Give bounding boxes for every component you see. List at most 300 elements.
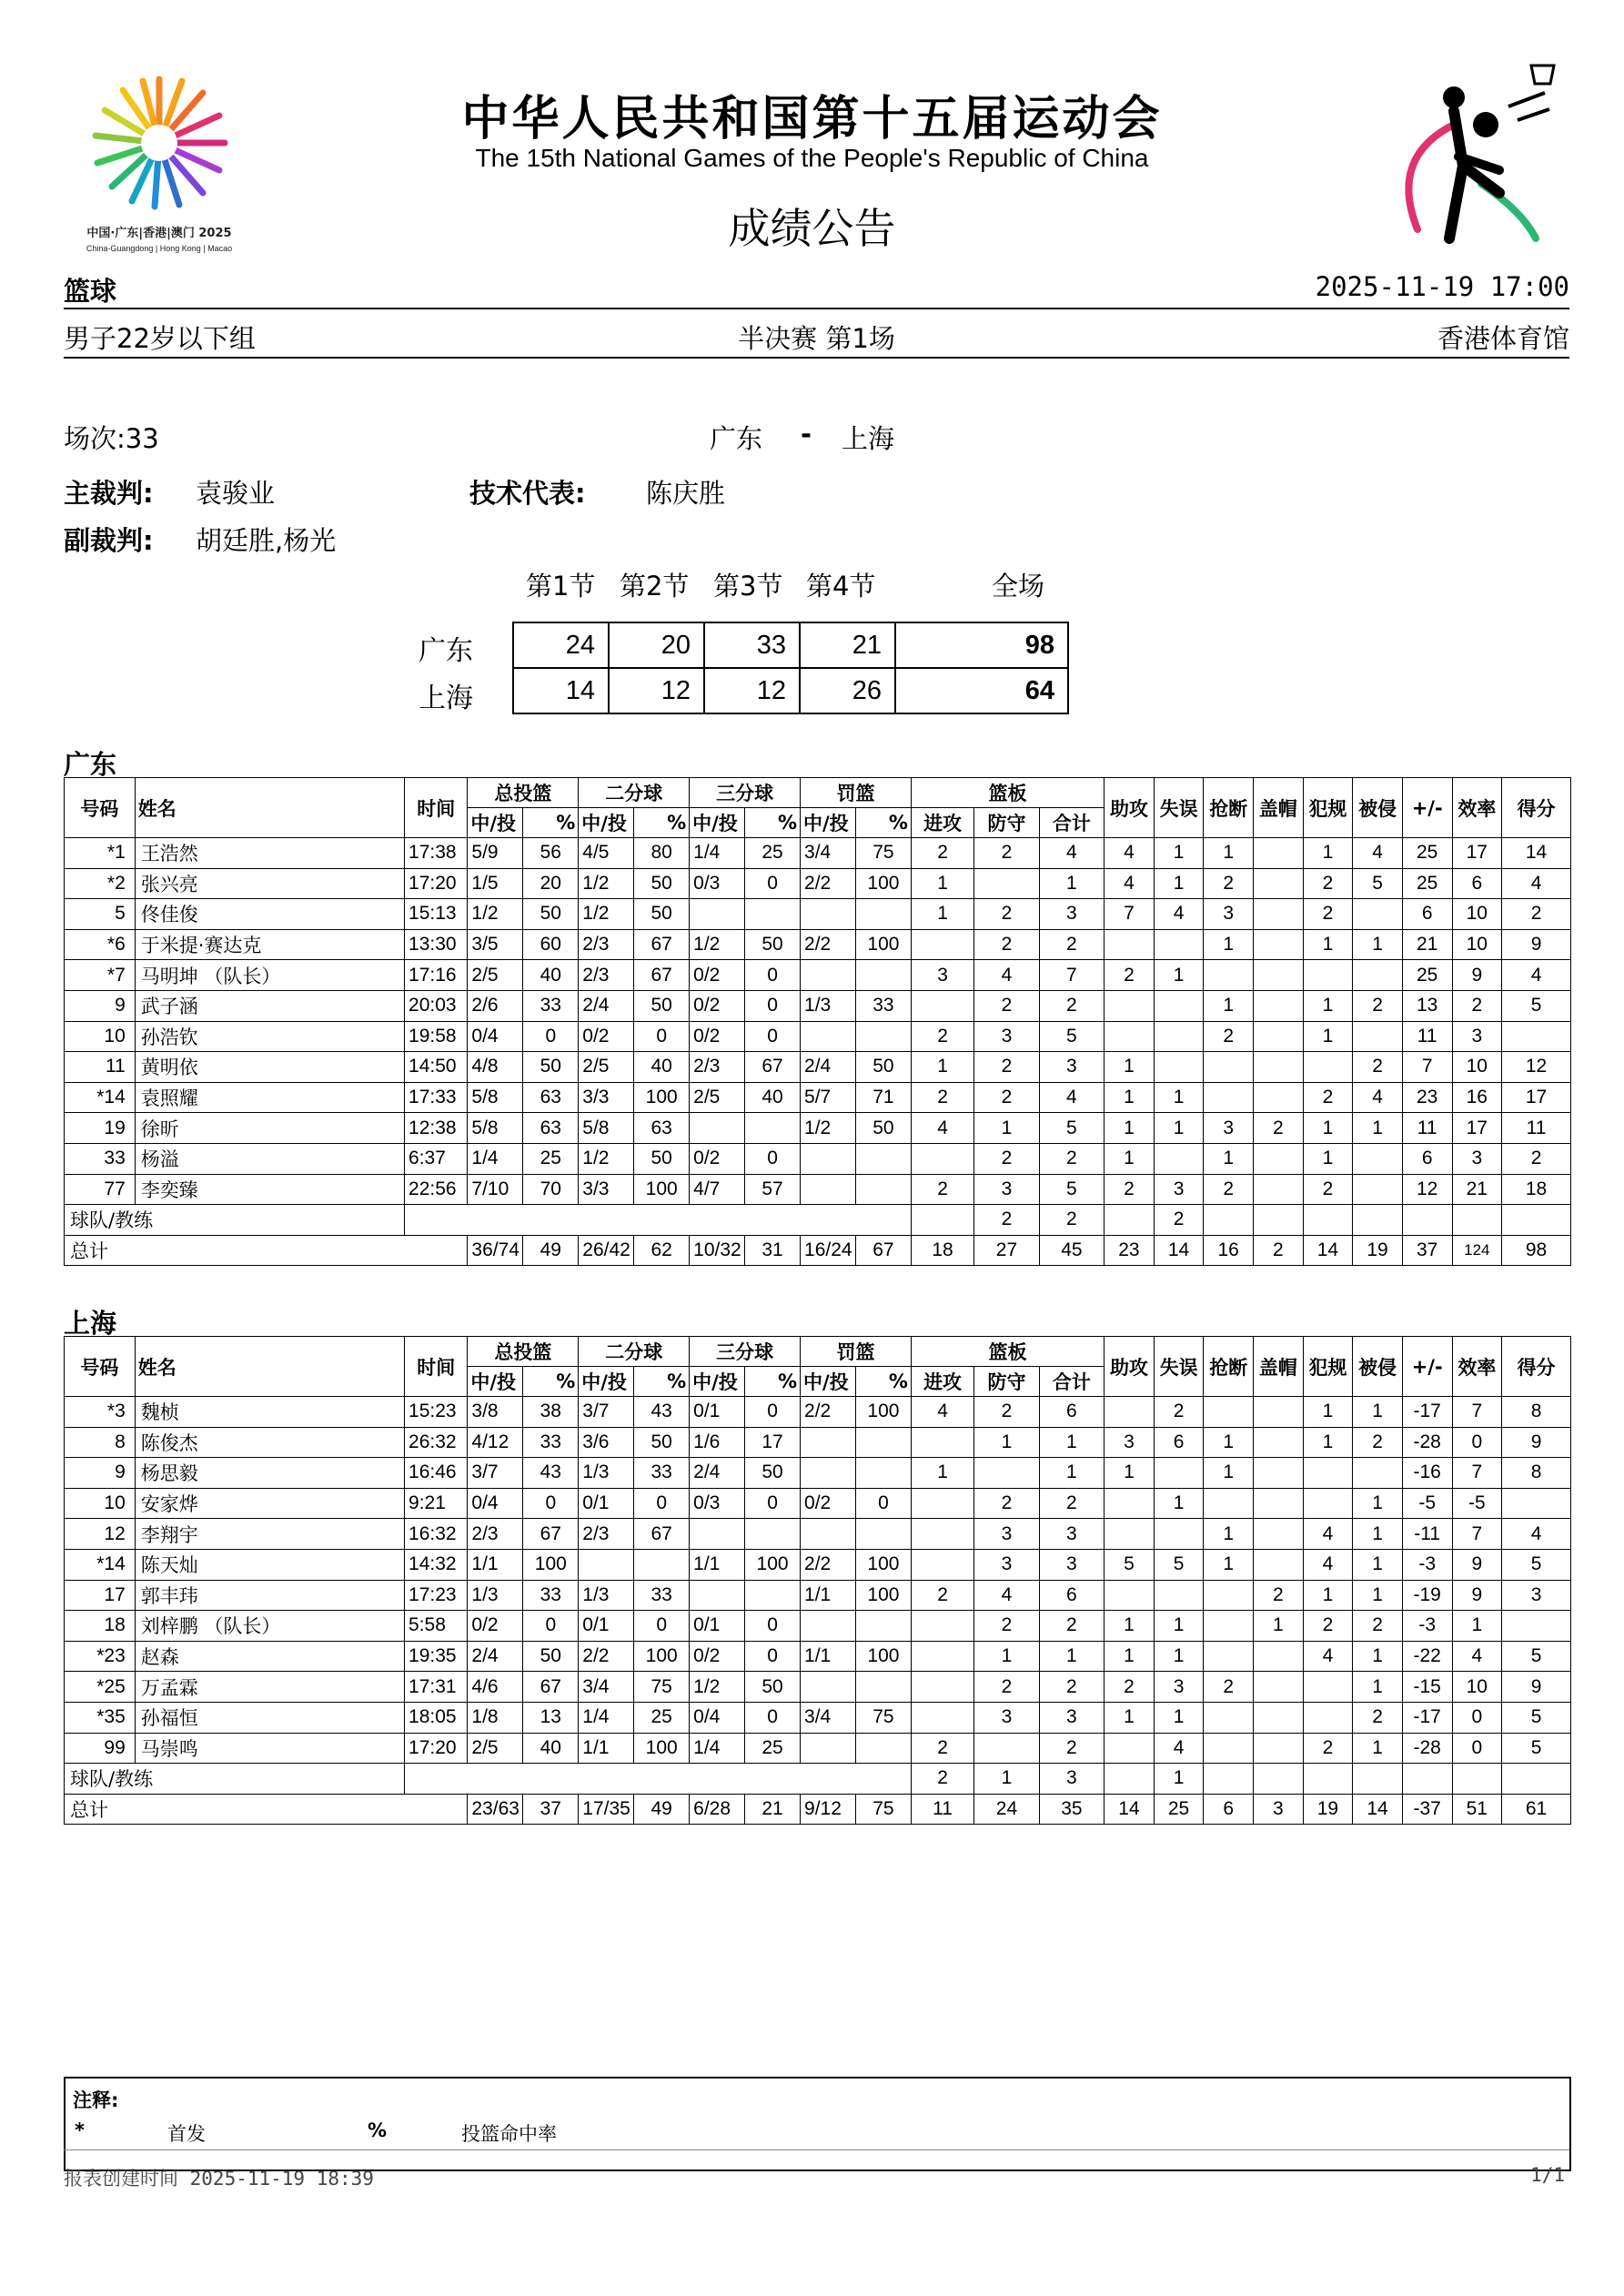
stat-cell: 1 <box>1254 1611 1304 1642</box>
stat-cell: 100 <box>855 1549 911 1580</box>
total-cell: 37 <box>523 1794 579 1825</box>
stat-cell: 100 <box>634 1733 690 1764</box>
chief-referee-label: 主裁判: <box>64 478 154 509</box>
stat-cell: 4 <box>1154 1733 1204 1764</box>
player-number: *3 <box>65 1397 136 1428</box>
pct-symbol: % <box>368 2119 388 2141</box>
stat-cell: 57 <box>745 1174 801 1205</box>
stat-cell: 0/3 <box>690 868 745 899</box>
col-offensive-reb: 进攻 <box>911 1367 973 1397</box>
player-name: 万孟霖 <box>135 1672 404 1703</box>
stat-cell: 50 <box>523 899 579 930</box>
stat-cell: 1 <box>1105 1113 1155 1144</box>
stat-cell: 0/2 <box>579 1021 634 1052</box>
stat-cell: 0 <box>745 1021 801 1052</box>
stat-cell: 0/1 <box>579 1611 634 1642</box>
col-name: 姓名 <box>135 778 404 838</box>
stat-cell: 2 <box>1303 1174 1353 1205</box>
stat-cell <box>1303 1052 1353 1083</box>
stat-cell: 6 <box>1452 868 1502 899</box>
stat-cell: 0/2 <box>468 1611 523 1642</box>
stat-cell: 3 <box>1204 899 1254 930</box>
player-time: 13:30 <box>405 929 468 960</box>
q-total: 64 <box>895 668 1068 713</box>
stat-cell <box>1502 1021 1571 1052</box>
player-name: 马崇鸣 <box>135 1733 404 1764</box>
stat-cell: 4/7 <box>690 1174 745 1205</box>
stat-cell: 75 <box>634 1672 690 1703</box>
stat-cell: 0 <box>1452 1733 1502 1764</box>
stat-cell: 11 <box>1402 1021 1452 1052</box>
stat-cell: 2 <box>911 1174 973 1205</box>
player-number: 77 <box>65 1174 136 1205</box>
col-blk: 盖帽 <box>1254 1337 1304 1397</box>
stat-cell: 1 <box>1105 1641 1155 1672</box>
stat-cell <box>1254 1174 1304 1205</box>
stat-cell <box>1254 1458 1304 1489</box>
stat-cell: 3/3 <box>579 1082 634 1113</box>
stat-cell: 2/4 <box>801 1052 856 1083</box>
total-cell: 19 <box>1353 1235 1403 1266</box>
stat-cell <box>1154 1458 1204 1489</box>
player-number: 10 <box>65 1488 136 1519</box>
col-rebounds: 篮板 <box>911 1337 1104 1367</box>
stat-cell: 67 <box>634 929 690 960</box>
stat-cell: 8 <box>1502 1458 1571 1489</box>
player-row <box>65 1397 1571 1428</box>
games-title-cn: 中华人民共和国第十五届运动会 <box>461 92 1163 147</box>
stat-cell: 7 <box>1402 1052 1452 1083</box>
stat-cell <box>911 1519 973 1550</box>
total-cell: 14 <box>1353 1794 1403 1825</box>
player-number: 17 <box>65 1580 136 1611</box>
stat-cell: -28 <box>1402 1733 1452 1764</box>
stat-cell: 2 <box>911 1021 973 1052</box>
stat-cell <box>745 899 801 930</box>
stat-cell: 2 <box>1303 1611 1353 1642</box>
col-fd: 被侵 <box>1353 778 1403 838</box>
stat-cell: 4/5 <box>579 838 634 869</box>
stat-cell: 1 <box>1303 1427 1353 1458</box>
stat-cell: 1/3 <box>468 1580 523 1611</box>
stat-cell <box>801 1733 856 1764</box>
stat-cell: 40 <box>745 1082 801 1113</box>
stat-cell: 3/8 <box>468 1397 523 1428</box>
stat-cell <box>911 990 973 1021</box>
stat-cell: 2 <box>911 838 973 869</box>
stat-cell: 100 <box>855 1641 911 1672</box>
stat-cell: 2 <box>974 1052 1039 1083</box>
stat-cell: 4/8 <box>468 1052 523 1083</box>
stat-cell <box>801 960 856 991</box>
stat-cell <box>855 1427 911 1458</box>
quarter-header-total: 全场 <box>992 571 1045 602</box>
col-made-attempted: 中/投 <box>801 1367 856 1397</box>
stat-cell: 0 <box>523 1488 579 1519</box>
player-row <box>65 1672 1571 1703</box>
col-percentage: % <box>745 1367 801 1397</box>
col-pf: 犯规 <box>1303 778 1353 838</box>
stat-cell: 2 <box>1039 1672 1104 1703</box>
stat-cell: 1 <box>1204 1458 1254 1489</box>
stat-cell: 25 <box>634 1702 690 1733</box>
stat-cell <box>1353 1143 1403 1174</box>
stat-cell: 1 <box>1303 1580 1353 1611</box>
stat-cell: 3/7 <box>468 1458 523 1489</box>
stat-cell: 5 <box>1039 1113 1104 1144</box>
stat-cell: 2 <box>1353 1702 1403 1733</box>
stat-cell: 1 <box>1353 1733 1403 1764</box>
stat-cell <box>1353 960 1403 991</box>
stat-cell: 0/2 <box>690 960 745 991</box>
stat-cell <box>801 1611 856 1642</box>
blank-cell <box>1402 1764 1452 1795</box>
stat-cell: 1 <box>1039 1458 1104 1489</box>
team-coach-row <box>65 1205 1571 1236</box>
player-row <box>65 1488 1571 1519</box>
stat-cell: 2 <box>974 1397 1039 1428</box>
player-time: 17:38 <box>405 838 468 869</box>
stat-cell: 23 <box>1402 1082 1452 1113</box>
stat-cell: 1 <box>974 1641 1039 1672</box>
stat-cell <box>1254 1397 1304 1428</box>
stat-cell: 50 <box>634 990 690 1021</box>
stat-cell: 2/4 <box>468 1641 523 1672</box>
player-name: 郭丰玮 <box>135 1580 404 1611</box>
col-two-pointers: 二分球 <box>579 1337 690 1367</box>
stat-cell: 17 <box>1452 838 1502 869</box>
player-name: 李翔宇 <box>135 1519 404 1550</box>
stat-cell: 1 <box>1154 1611 1204 1642</box>
total-cell: 11 <box>911 1794 973 1825</box>
total-cell: 98 <box>1502 1235 1571 1266</box>
col-total-reb: 合计 <box>1039 808 1104 838</box>
stat-cell: 1 <box>1105 1082 1155 1113</box>
stat-cell: 1 <box>1154 868 1204 899</box>
col-blk: 盖帽 <box>1254 778 1304 838</box>
col-pm: +/- <box>1402 778 1452 838</box>
total-cell: 24 <box>974 1794 1039 1825</box>
stat-cell: 2 <box>974 899 1039 930</box>
stat-cell: 0 <box>523 1611 579 1642</box>
stat-cell: 5 <box>1039 1021 1104 1052</box>
stat-cell <box>801 1143 856 1174</box>
stat-cell <box>745 1580 801 1611</box>
blank-cell <box>1502 1205 1571 1236</box>
stat-cell: 100 <box>634 1641 690 1672</box>
blank-cell <box>1303 1205 1353 1236</box>
stat-cell: 9 <box>1452 1549 1502 1580</box>
stat-cell: 6 <box>1402 1143 1452 1174</box>
stat-cell: 1 <box>1303 1143 1353 1174</box>
col-free-throws: 罚篮 <box>801 778 912 808</box>
player-name: 赵森 <box>135 1641 404 1672</box>
col-pf: 犯规 <box>1303 1337 1353 1397</box>
stat-cell <box>1303 960 1353 991</box>
stat-cell: 2 <box>1353 1052 1403 1083</box>
stat-cell <box>855 1143 911 1174</box>
stat-cell <box>745 1519 801 1550</box>
stat-cell: 1 <box>1353 1397 1403 1428</box>
stat-cell: 2 <box>1254 1580 1304 1611</box>
q-score: 21 <box>800 622 895 668</box>
col-three-pointers: 三分球 <box>690 1337 801 1367</box>
stat-cell: 1 <box>1154 1702 1204 1733</box>
total-cell: 62 <box>634 1235 690 1266</box>
stat-cell <box>1353 1174 1403 1205</box>
stat-cell <box>1254 1702 1304 1733</box>
totals-label: 总计 <box>65 1794 468 1825</box>
player-number: *14 <box>65 1549 136 1580</box>
stat-cell <box>1105 1733 1155 1764</box>
chief-referee: 袁骏业 <box>196 478 276 509</box>
stat-cell <box>911 1702 973 1733</box>
stat-cell: 2/2 <box>801 1397 856 1428</box>
stat-cell: 1/2 <box>690 1672 745 1703</box>
stat-cell: 50 <box>855 1113 911 1144</box>
total-cell: 9/12 <box>801 1794 856 1825</box>
player-row <box>65 1702 1571 1733</box>
player-name: 于米提·赛达克 <box>135 929 404 960</box>
stat-cell <box>1303 1702 1353 1733</box>
stat-cell: 1/2 <box>579 899 634 930</box>
team-a-title: 广东 <box>64 749 117 780</box>
stat-cell: 1 <box>1353 929 1403 960</box>
stat-cell: 4 <box>1353 1082 1403 1113</box>
stat-cell <box>801 1672 856 1703</box>
player-time: 17:33 <box>405 1082 468 1113</box>
stat-cell: 100 <box>855 868 911 899</box>
team-to: 2 <box>1154 1205 1204 1236</box>
stat-cell: 2 <box>1353 1611 1403 1642</box>
stat-cell: 1 <box>1105 1702 1155 1733</box>
stat-cell: 1 <box>1105 1052 1155 1083</box>
stat-cell <box>1303 1488 1353 1519</box>
stat-cell: 1 <box>1353 1672 1403 1703</box>
col-made-attempted: 中/投 <box>468 1367 523 1397</box>
quarter-team-b: 上海 <box>419 683 473 714</box>
total-cell: 25 <box>1154 1794 1204 1825</box>
player-time: 16:46 <box>405 1458 468 1489</box>
stat-cell: 3 <box>1204 1113 1254 1144</box>
pct-desc: 投篮命中率 <box>461 2123 557 2145</box>
stat-cell: 5 <box>1502 1702 1571 1733</box>
stat-cell: 4 <box>1452 1641 1502 1672</box>
player-time: 17:23 <box>405 1580 468 1611</box>
notes-title: 注释: <box>73 2089 119 2111</box>
stat-cell <box>911 1611 973 1642</box>
stat-cell: 67 <box>634 960 690 991</box>
stat-cell: 17 <box>1452 1113 1502 1144</box>
stat-cell: 67 <box>523 1672 579 1703</box>
stat-cell: 67 <box>745 1052 801 1083</box>
stat-cell: 5 <box>1353 868 1403 899</box>
stat-cell: 1 <box>1154 1488 1204 1519</box>
stat-cell <box>1353 899 1403 930</box>
stat-cell: 50 <box>523 1052 579 1083</box>
col-percentage: % <box>523 808 579 838</box>
vs-separator: - <box>801 419 812 450</box>
stat-cell <box>745 1113 801 1144</box>
stat-cell: 0/2 <box>801 1488 856 1519</box>
stat-cell: 1 <box>1303 1113 1353 1144</box>
stat-cell: 9 <box>1502 1427 1571 1458</box>
stat-cell: 2/2 <box>801 868 856 899</box>
stat-cell: 2 <box>974 1611 1039 1642</box>
stat-cell: 1/2 <box>579 868 634 899</box>
col-number: 号码 <box>65 1337 136 1397</box>
document-title: 成绩公告 <box>728 204 896 253</box>
stat-cell: 4 <box>1039 838 1104 869</box>
team-tot: 3 <box>1039 1764 1104 1795</box>
col-stl: 抢断 <box>1204 1337 1254 1397</box>
player-name: 陈天灿 <box>135 1549 404 1580</box>
totals-row <box>65 1235 1571 1266</box>
q-score: 14 <box>513 668 609 713</box>
stat-cell: 1 <box>1303 1397 1353 1428</box>
stat-cell: 5 <box>1039 1174 1104 1205</box>
stat-cell: 1 <box>1154 838 1204 869</box>
player-name: 张兴亮 <box>135 868 404 899</box>
stat-cell <box>801 1174 856 1205</box>
stat-cell: 50 <box>634 1427 690 1458</box>
stat-cell: 1 <box>1204 990 1254 1021</box>
stat-cell <box>801 1519 856 1550</box>
stat-cell: 4 <box>911 1113 973 1144</box>
stat-cell: 2 <box>1502 1143 1571 1174</box>
stat-cell: 12 <box>1502 1052 1571 1083</box>
stat-cell <box>1204 1082 1254 1113</box>
stat-cell: 0/1 <box>690 1611 745 1642</box>
stat-cell: -3 <box>1402 1611 1452 1642</box>
stat-cell: 1 <box>1105 1143 1155 1174</box>
col-number: 号码 <box>65 778 136 838</box>
stat-cell: 3/4 <box>801 1702 856 1733</box>
stat-cell: 0 <box>634 1021 690 1052</box>
stat-cell: 1/4 <box>579 1702 634 1733</box>
stat-cell: 2 <box>1452 990 1502 1021</box>
stat-cell <box>1105 990 1155 1021</box>
stat-cell <box>911 1143 973 1174</box>
stat-cell: 6 <box>1402 899 1452 930</box>
col-rebounds: 篮板 <box>911 778 1104 808</box>
player-name: 佟佳俊 <box>135 899 404 930</box>
match-datetime: 2025-11-19 17:00 <box>1315 271 1569 302</box>
stat-cell: 2 <box>1303 1082 1353 1113</box>
stat-cell: 1 <box>911 1052 973 1083</box>
player-row <box>65 1427 1571 1458</box>
stat-cell: 5/8 <box>468 1113 523 1144</box>
stat-cell: 3 <box>911 960 973 991</box>
stat-cell: 1 <box>1039 1641 1104 1672</box>
stat-cell: 2/5 <box>690 1082 745 1113</box>
stat-cell: 50 <box>745 1672 801 1703</box>
total-cell: 18 <box>911 1235 973 1266</box>
stat-cell: 2/3 <box>579 960 634 991</box>
player-row <box>65 960 1571 991</box>
col-to: 失误 <box>1154 778 1204 838</box>
stat-cell <box>1254 1672 1304 1703</box>
assist-referee-label: 副裁判: <box>64 525 154 556</box>
col-pm: +/- <box>1402 1337 1452 1397</box>
total-cell: -37 <box>1402 1794 1452 1825</box>
col-free-throws: 罚篮 <box>801 1337 912 1367</box>
stat-cell: 2 <box>974 838 1039 869</box>
total-cell: 26/42 <box>579 1235 634 1266</box>
player-name: 袁照耀 <box>135 1082 404 1113</box>
player-name: 徐昕 <box>135 1113 404 1144</box>
stat-cell <box>911 1672 973 1703</box>
header-row <box>65 1337 1571 1367</box>
stat-cell: 2 <box>1039 1488 1104 1519</box>
stat-cell: 1 <box>1154 1641 1204 1672</box>
team-def: 1 <box>974 1764 1039 1795</box>
stat-cell: 9 <box>1502 1672 1571 1703</box>
stat-cell <box>1254 1519 1304 1550</box>
stat-cell: 4 <box>1303 1641 1353 1672</box>
stat-cell: 10 <box>1452 1672 1502 1703</box>
stat-cell: 0/1 <box>579 1488 634 1519</box>
stat-cell <box>1254 1143 1304 1174</box>
stat-cell: 10 <box>1452 899 1502 930</box>
stat-cell: 2/5 <box>468 960 523 991</box>
stat-cell: 7 <box>1039 960 1104 991</box>
stat-cell: -19 <box>1402 1580 1452 1611</box>
stat-cell <box>1254 1021 1304 1052</box>
stat-cell: 1/4 <box>690 1733 745 1764</box>
stat-cell: 7 <box>1452 1519 1502 1550</box>
player-number: *7 <box>65 960 136 991</box>
stat-cell <box>1204 1397 1254 1428</box>
total-cell: 67 <box>855 1235 911 1266</box>
stat-cell: 2/5 <box>579 1052 634 1083</box>
blank-cell <box>1502 1764 1571 1795</box>
stat-cell: 0 <box>745 1397 801 1428</box>
player-time: 17:20 <box>405 1733 468 1764</box>
stat-cell: 3 <box>1154 1174 1204 1205</box>
col-to: 失误 <box>1154 1337 1204 1397</box>
player-time: 16:32 <box>405 1519 468 1550</box>
q-score: 26 <box>800 668 895 713</box>
blank-cell <box>405 1205 912 1236</box>
stat-cell: 1 <box>1039 868 1104 899</box>
player-number: 19 <box>65 1113 136 1144</box>
stat-cell: 100 <box>523 1549 579 1580</box>
quarter-team-a: 广东 <box>419 635 473 667</box>
stat-cell: 1 <box>1154 1082 1204 1113</box>
stat-cell: 40 <box>634 1052 690 1083</box>
total-cell: 51 <box>1452 1794 1502 1825</box>
stat-cell <box>855 1519 911 1550</box>
col-ast: 助攻 <box>1105 778 1155 838</box>
stat-cell: 9 <box>1502 929 1571 960</box>
stat-cell: 1 <box>974 1113 1039 1144</box>
player-name: 武子涵 <box>135 990 404 1021</box>
stat-cell: 1/2 <box>579 1143 634 1174</box>
player-number: 10 <box>65 1021 136 1052</box>
col-made-attempted: 中/投 <box>690 1367 745 1397</box>
quarter-score-table <box>512 622 1069 714</box>
player-row <box>65 1082 1571 1113</box>
stat-cell: 0/1 <box>690 1397 745 1428</box>
stat-cell: 33 <box>855 990 911 1021</box>
stat-cell: 2 <box>1039 1733 1104 1764</box>
stat-cell: 16 <box>1452 1082 1502 1113</box>
stat-cell: 1/1 <box>468 1549 523 1580</box>
player-name: 孙福恒 <box>135 1702 404 1733</box>
col-ast: 助攻 <box>1105 1337 1155 1397</box>
quarter-row-b <box>513 668 1068 713</box>
